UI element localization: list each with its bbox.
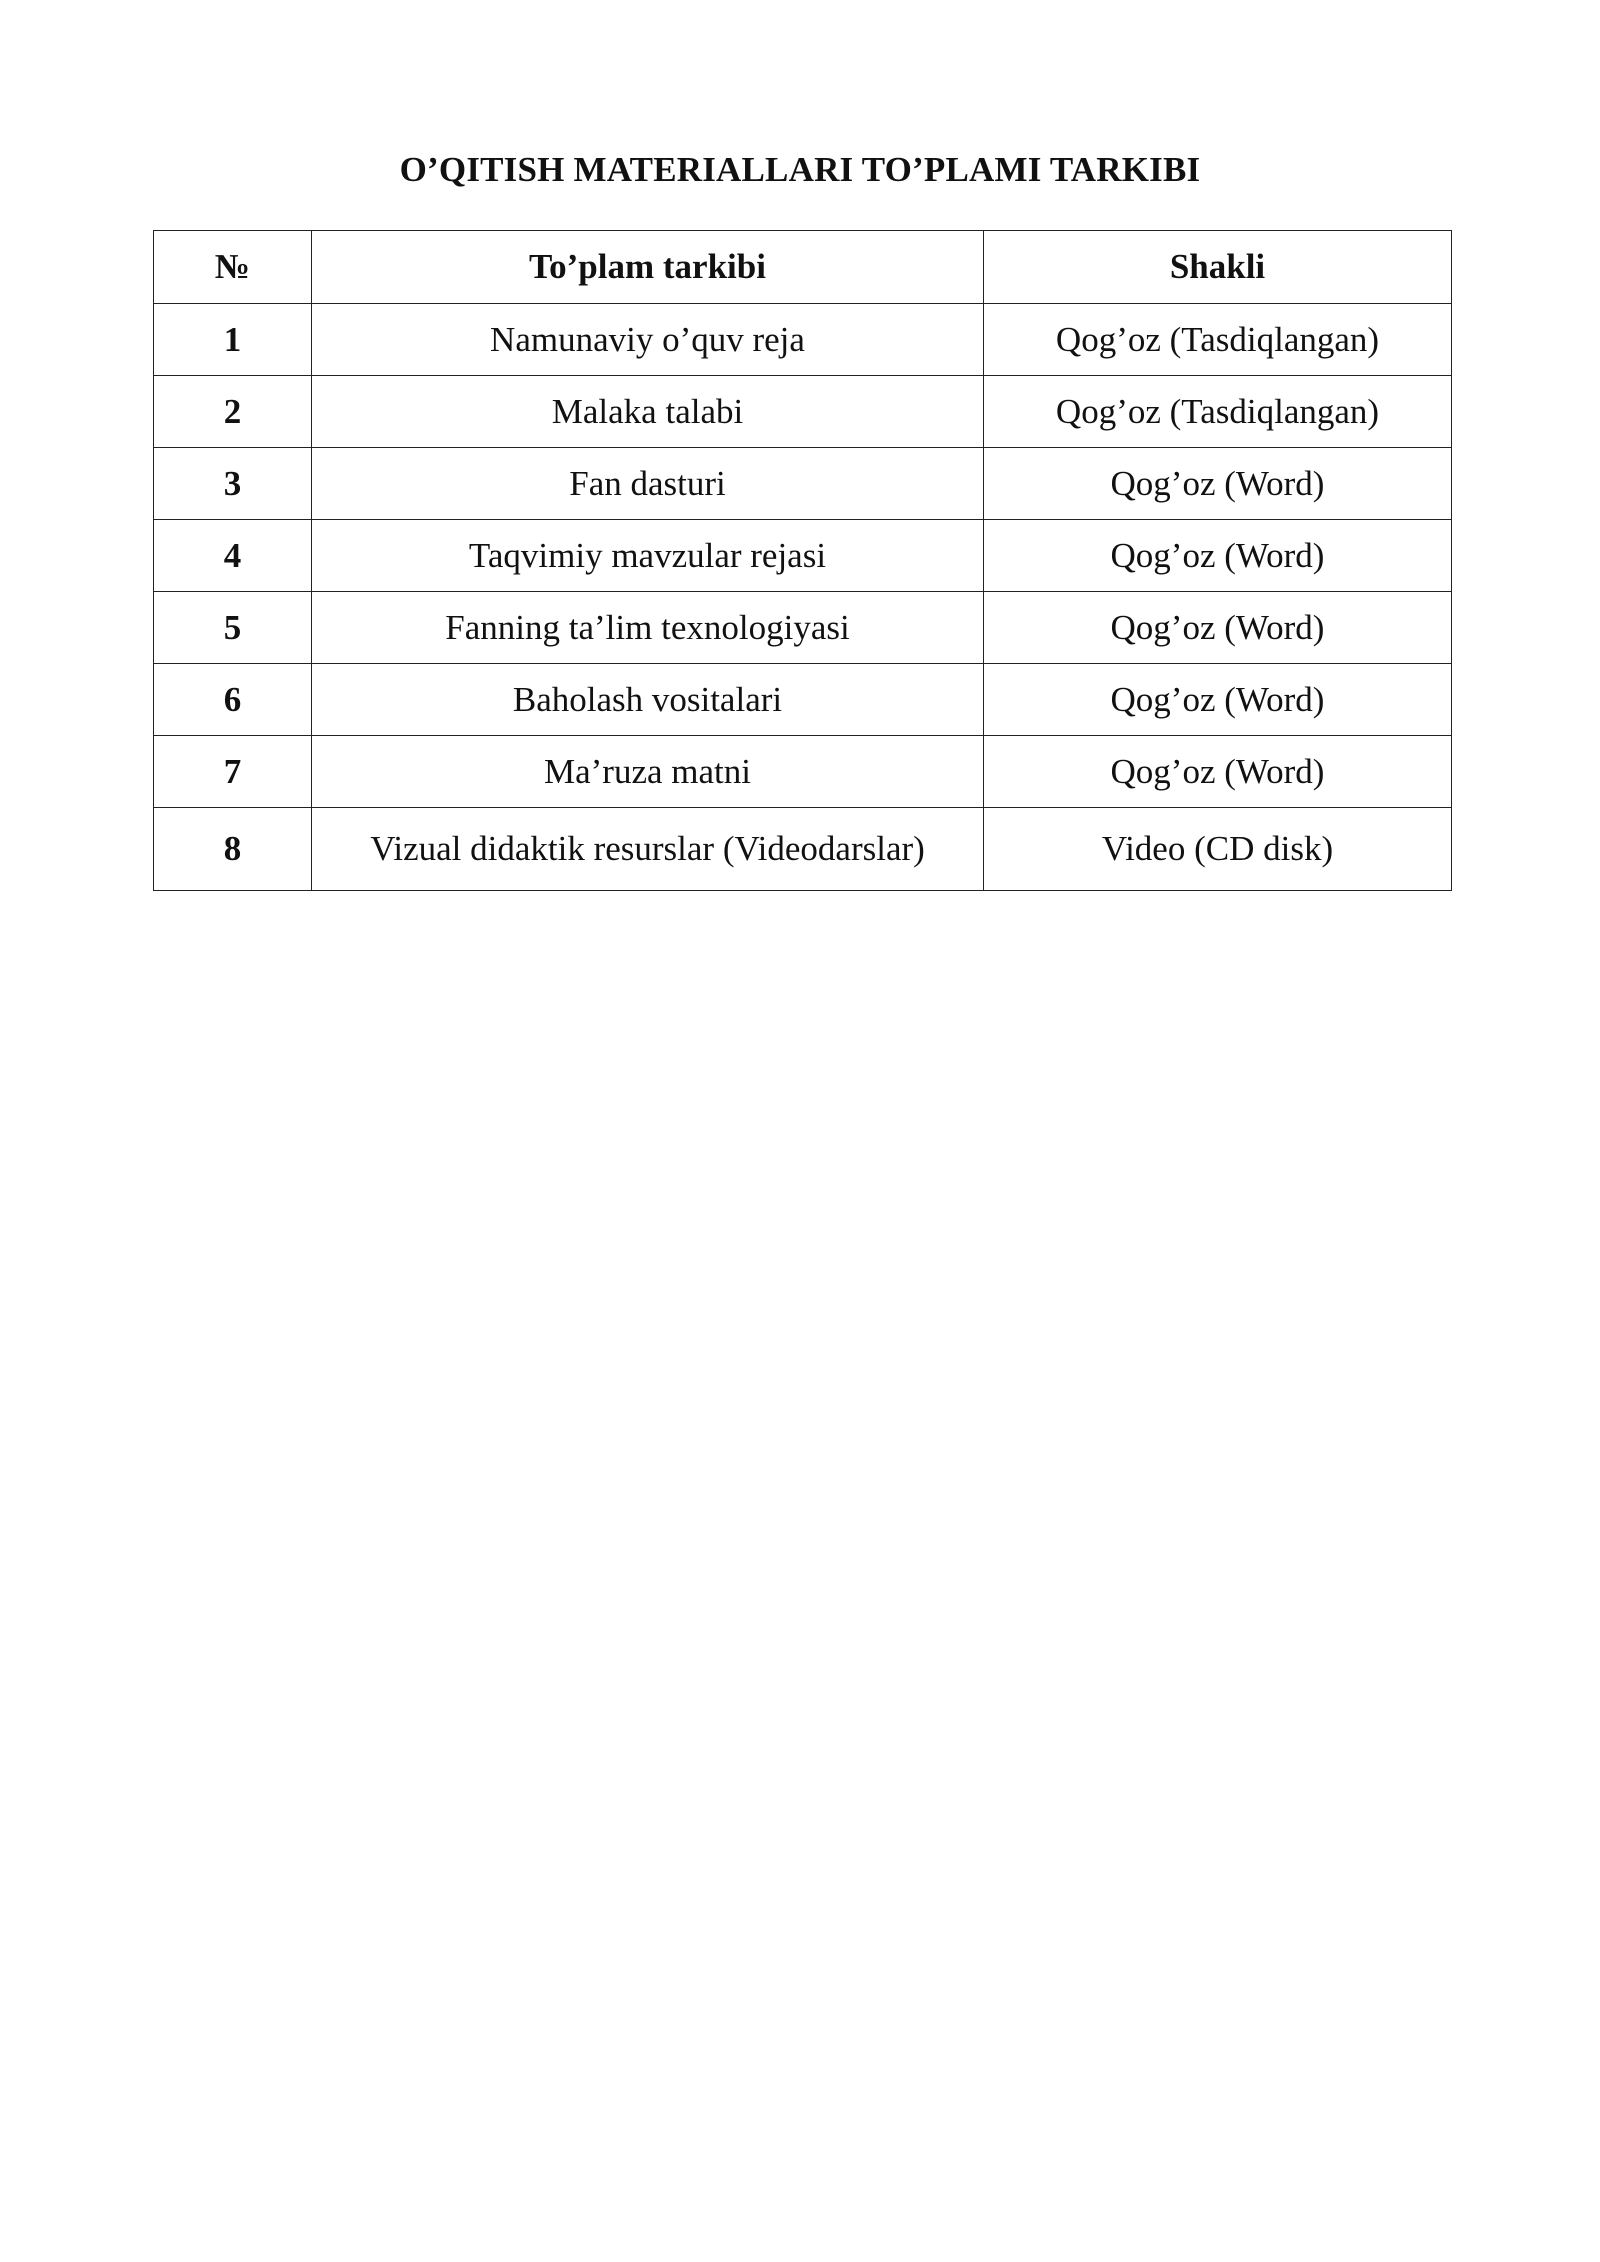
- column-header-number: №: [154, 231, 312, 304]
- row-form: Qog’oz (Word): [984, 592, 1452, 664]
- row-content: Fanning ta’lim texnologiyasi: [312, 592, 984, 664]
- row-form: Qog’oz (Tasdiqlangan): [984, 376, 1452, 448]
- row-form: Video (CD disk): [984, 808, 1452, 891]
- table-row: [154, 664, 1452, 736]
- row-form: Qog’oz (Tasdiqlangan): [984, 304, 1452, 376]
- materials-table: [153, 230, 1452, 891]
- row-content: Baholash vositalari: [312, 664, 984, 736]
- table-row: [154, 520, 1452, 592]
- row-number: 5: [154, 592, 312, 664]
- row-content: Ma’ruza matni: [312, 736, 984, 808]
- row-content: Namunaviy o’quv reja: [312, 304, 984, 376]
- table-row: [154, 736, 1452, 808]
- row-form: Qog’oz (Word): [984, 736, 1452, 808]
- row-form: Qog’oz (Word): [984, 448, 1452, 520]
- table-header-row: [154, 231, 1452, 304]
- row-form: Qog’oz (Word): [984, 520, 1452, 592]
- table-row: [154, 808, 1452, 891]
- page-title: O’QITISH MATERIALLARI TO’PLAMI TARKIBI: [399, 150, 1201, 189]
- row-number: 8: [154, 808, 312, 891]
- row-content: Taqvimiy mavzular rejasi: [312, 520, 984, 592]
- row-form: Qog’oz (Word): [984, 664, 1452, 736]
- table-row: [154, 592, 1452, 664]
- row-number: 2: [154, 376, 312, 448]
- table-row: [154, 376, 1452, 448]
- row-number: 3: [154, 448, 312, 520]
- row-number: 1: [154, 304, 312, 376]
- row-number: 4: [154, 520, 312, 592]
- row-content: Fan dasturi: [312, 448, 984, 520]
- column-header-content: To’plam tarkibi: [312, 231, 984, 304]
- column-header-form: Shakli: [984, 231, 1452, 304]
- row-number: 7: [154, 736, 312, 808]
- row-content: Malaka talabi: [312, 376, 984, 448]
- row-content: Vizual didaktik resurslar (Videodarslar): [312, 808, 984, 891]
- table-row: [154, 304, 1452, 376]
- table-row: [154, 448, 1452, 520]
- row-number: 6: [154, 664, 312, 736]
